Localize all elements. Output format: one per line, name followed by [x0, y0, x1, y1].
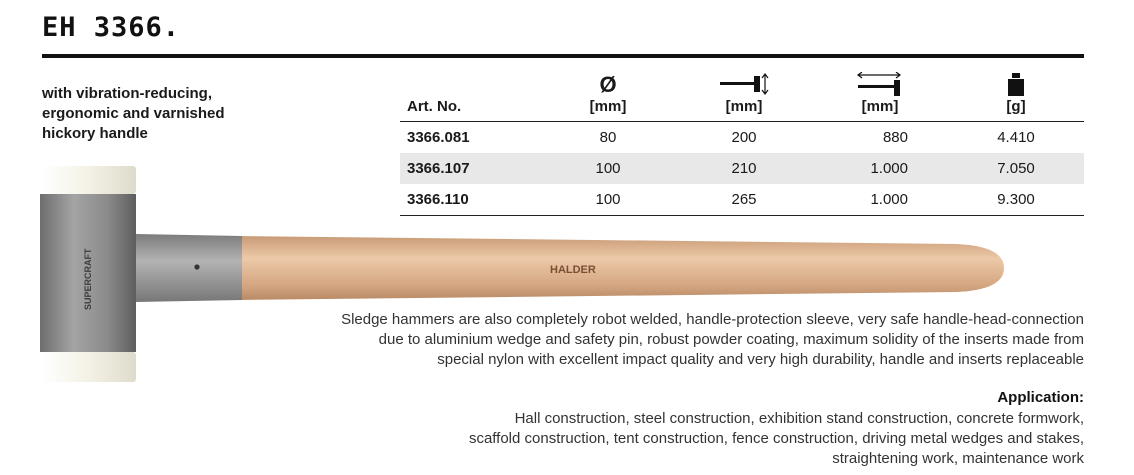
column-unit: [mm] [861, 98, 899, 115]
column-unit: [mm] [725, 98, 763, 115]
overall-length-icon [812, 72, 948, 98]
column-header-diameter [540, 72, 676, 122]
column-header-head-length [676, 72, 812, 122]
art-no-cell: 3366.107 [400, 153, 540, 184]
hammer-sleeve [136, 234, 242, 302]
diameter-cell: 80 [599, 129, 617, 146]
table-header-row [400, 72, 1084, 122]
diameter-cell: 100 [540, 184, 676, 216]
hammer-insert-bottom [40, 352, 136, 382]
length-cell: 1.000 [812, 184, 948, 216]
length-cell: 880 [882, 129, 908, 146]
diameter-icon: Ø [599, 72, 617, 97]
head-length-cell: 210 [676, 153, 812, 184]
weight-cell: 9.300 [948, 184, 1084, 216]
column-header-overall-length [812, 72, 948, 122]
description-line: due to aluminium wedge and safety pin, robust powder coating, maximum solidity of the inserts made from [378, 331, 1084, 348]
length-cell: 1.000 [812, 153, 948, 184]
hammer-handle [236, 236, 1004, 300]
product-subtitle [42, 84, 282, 144]
column-header-art-no: Art. No. [400, 72, 540, 122]
subtitle-line: ergonomic and varnished [42, 105, 225, 122]
hammer-insert-top [40, 166, 136, 194]
head-length-cell: 200 [731, 129, 757, 146]
description-line: Sledge hammers are also completely robot welded, handle-protection sleeve, very safe handle-head-connection [341, 311, 1084, 328]
column-header-weight [948, 72, 1084, 122]
table-row [400, 122, 1084, 154]
diameter-cell: 100 [540, 153, 676, 184]
description-line: special nylon with excellent impact quality and very high durability, handle and inserts replaceable [437, 351, 1084, 368]
application-line: straightening work, maintenance work [832, 450, 1084, 467]
art-no-cell: 3366.110 [400, 184, 540, 216]
application-text [300, 409, 1084, 469]
head-length-cell: 265 [676, 184, 812, 216]
product-description [290, 310, 1084, 370]
weight-cell: 4.410 [997, 129, 1035, 146]
head-length-icon [676, 72, 812, 98]
application-heading: Application: [997, 389, 1084, 406]
subtitle-line: with vibration-reducing, [42, 85, 213, 102]
application-line: Hall construction, steel construction, exhibition stand construction, concrete formwork, [514, 410, 1084, 427]
weight-icon [948, 72, 1084, 98]
head-brand-label: SUPERCRAFT [83, 248, 93, 310]
art-no-cell: 3366.081 [407, 129, 470, 146]
title-rule [42, 54, 1084, 58]
subtitle-line: hickory handle [42, 125, 148, 142]
column-unit: [g] [1006, 98, 1026, 115]
handle-brand-label: HALDER [550, 264, 596, 276]
product-title: EH 3366. [42, 12, 181, 43]
column-unit: [mm] [589, 98, 627, 115]
application-line: scaffold construction, tent construction, fence construction, driving metal wedges and stakes, [468, 430, 1084, 447]
weight-cell: 7.050 [948, 153, 1084, 184]
